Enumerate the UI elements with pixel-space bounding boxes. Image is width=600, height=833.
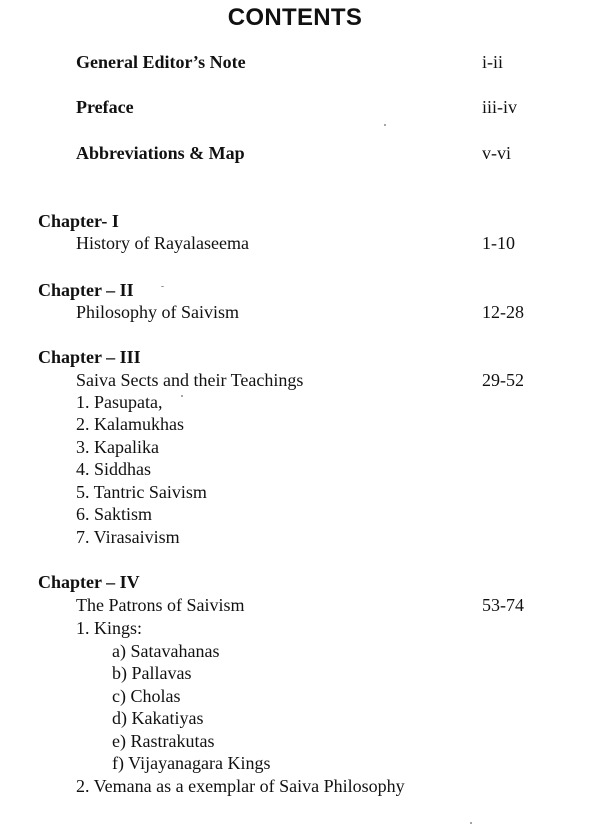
- chapter-3-item: 3. Kapalika: [76, 437, 159, 457]
- chapter-4-subitem: d) Kakatiyas: [112, 708, 204, 728]
- chapter-2-title: Philosophy of Saivism: [76, 302, 240, 322]
- chapter-3-item: 7. Virasaivism: [76, 527, 180, 547]
- chapter-1-title: History of Rayalaseema: [76, 233, 249, 253]
- chapter-4-subitem: e) Rastrakutas: [112, 731, 215, 751]
- scan-speck: [161, 286, 164, 287]
- chapter-2-heading: Chapter – II: [38, 280, 134, 300]
- chapter-4-title: The Patrons of Saivism: [76, 595, 245, 615]
- chapter-4-subitem: a) Satavahanas: [112, 641, 220, 661]
- chapter-3-item: 4. Siddhas: [76, 459, 152, 479]
- chapter-4-item-kings: 1. Kings:: [76, 618, 143, 638]
- chapter-3-pages: 29-52: [482, 370, 524, 390]
- chapter-4-item-vemana: 2. Vemana as a exemplar of Saiva Philosophy: [76, 776, 405, 796]
- chapter-1-heading: Chapter- I: [38, 211, 119, 231]
- chapter-2-pages: 12-28: [482, 302, 524, 322]
- front-matter-abbreviations-map: Abbreviations & Map: [76, 143, 245, 163]
- front-matter-general-editors-note-pages: i-ii: [482, 52, 503, 72]
- scan-speck: [384, 124, 386, 126]
- chapter-4-subitem: f) Vijayanagara Kings: [112, 753, 271, 773]
- scan-speck: [181, 395, 183, 397]
- page-title: CONTENTS: [227, 4, 363, 31]
- chapter-3-item: 1. Pasupata,: [76, 392, 163, 412]
- scan-speck: [470, 822, 472, 824]
- chapter-3-item: 2. Kalamukhas: [76, 414, 184, 434]
- chapter-4-subitem: c) Cholas: [112, 686, 181, 706]
- chapter-1-pages: 1-10: [482, 233, 515, 253]
- chapter-3-title: Saiva Sects and their Teachings: [76, 370, 304, 390]
- front-matter-abbreviations-map-pages: v-vi: [482, 143, 511, 163]
- chapter-4-subitem: b) Pallavas: [112, 663, 192, 683]
- chapter-3-item: 6. Saktism: [76, 504, 153, 524]
- front-matter-general-editors-note: General Editor’s Note: [76, 52, 246, 72]
- front-matter-preface: Preface: [76, 97, 134, 117]
- chapter-4-heading: Chapter – IV: [38, 572, 140, 592]
- chapter-3-item: 5. Tantric Saivism: [76, 482, 207, 502]
- front-matter-preface-pages: iii-iv: [482, 97, 517, 117]
- chapter-3-heading: Chapter – III: [38, 347, 141, 367]
- chapter-4-pages: 53-74: [482, 595, 524, 615]
